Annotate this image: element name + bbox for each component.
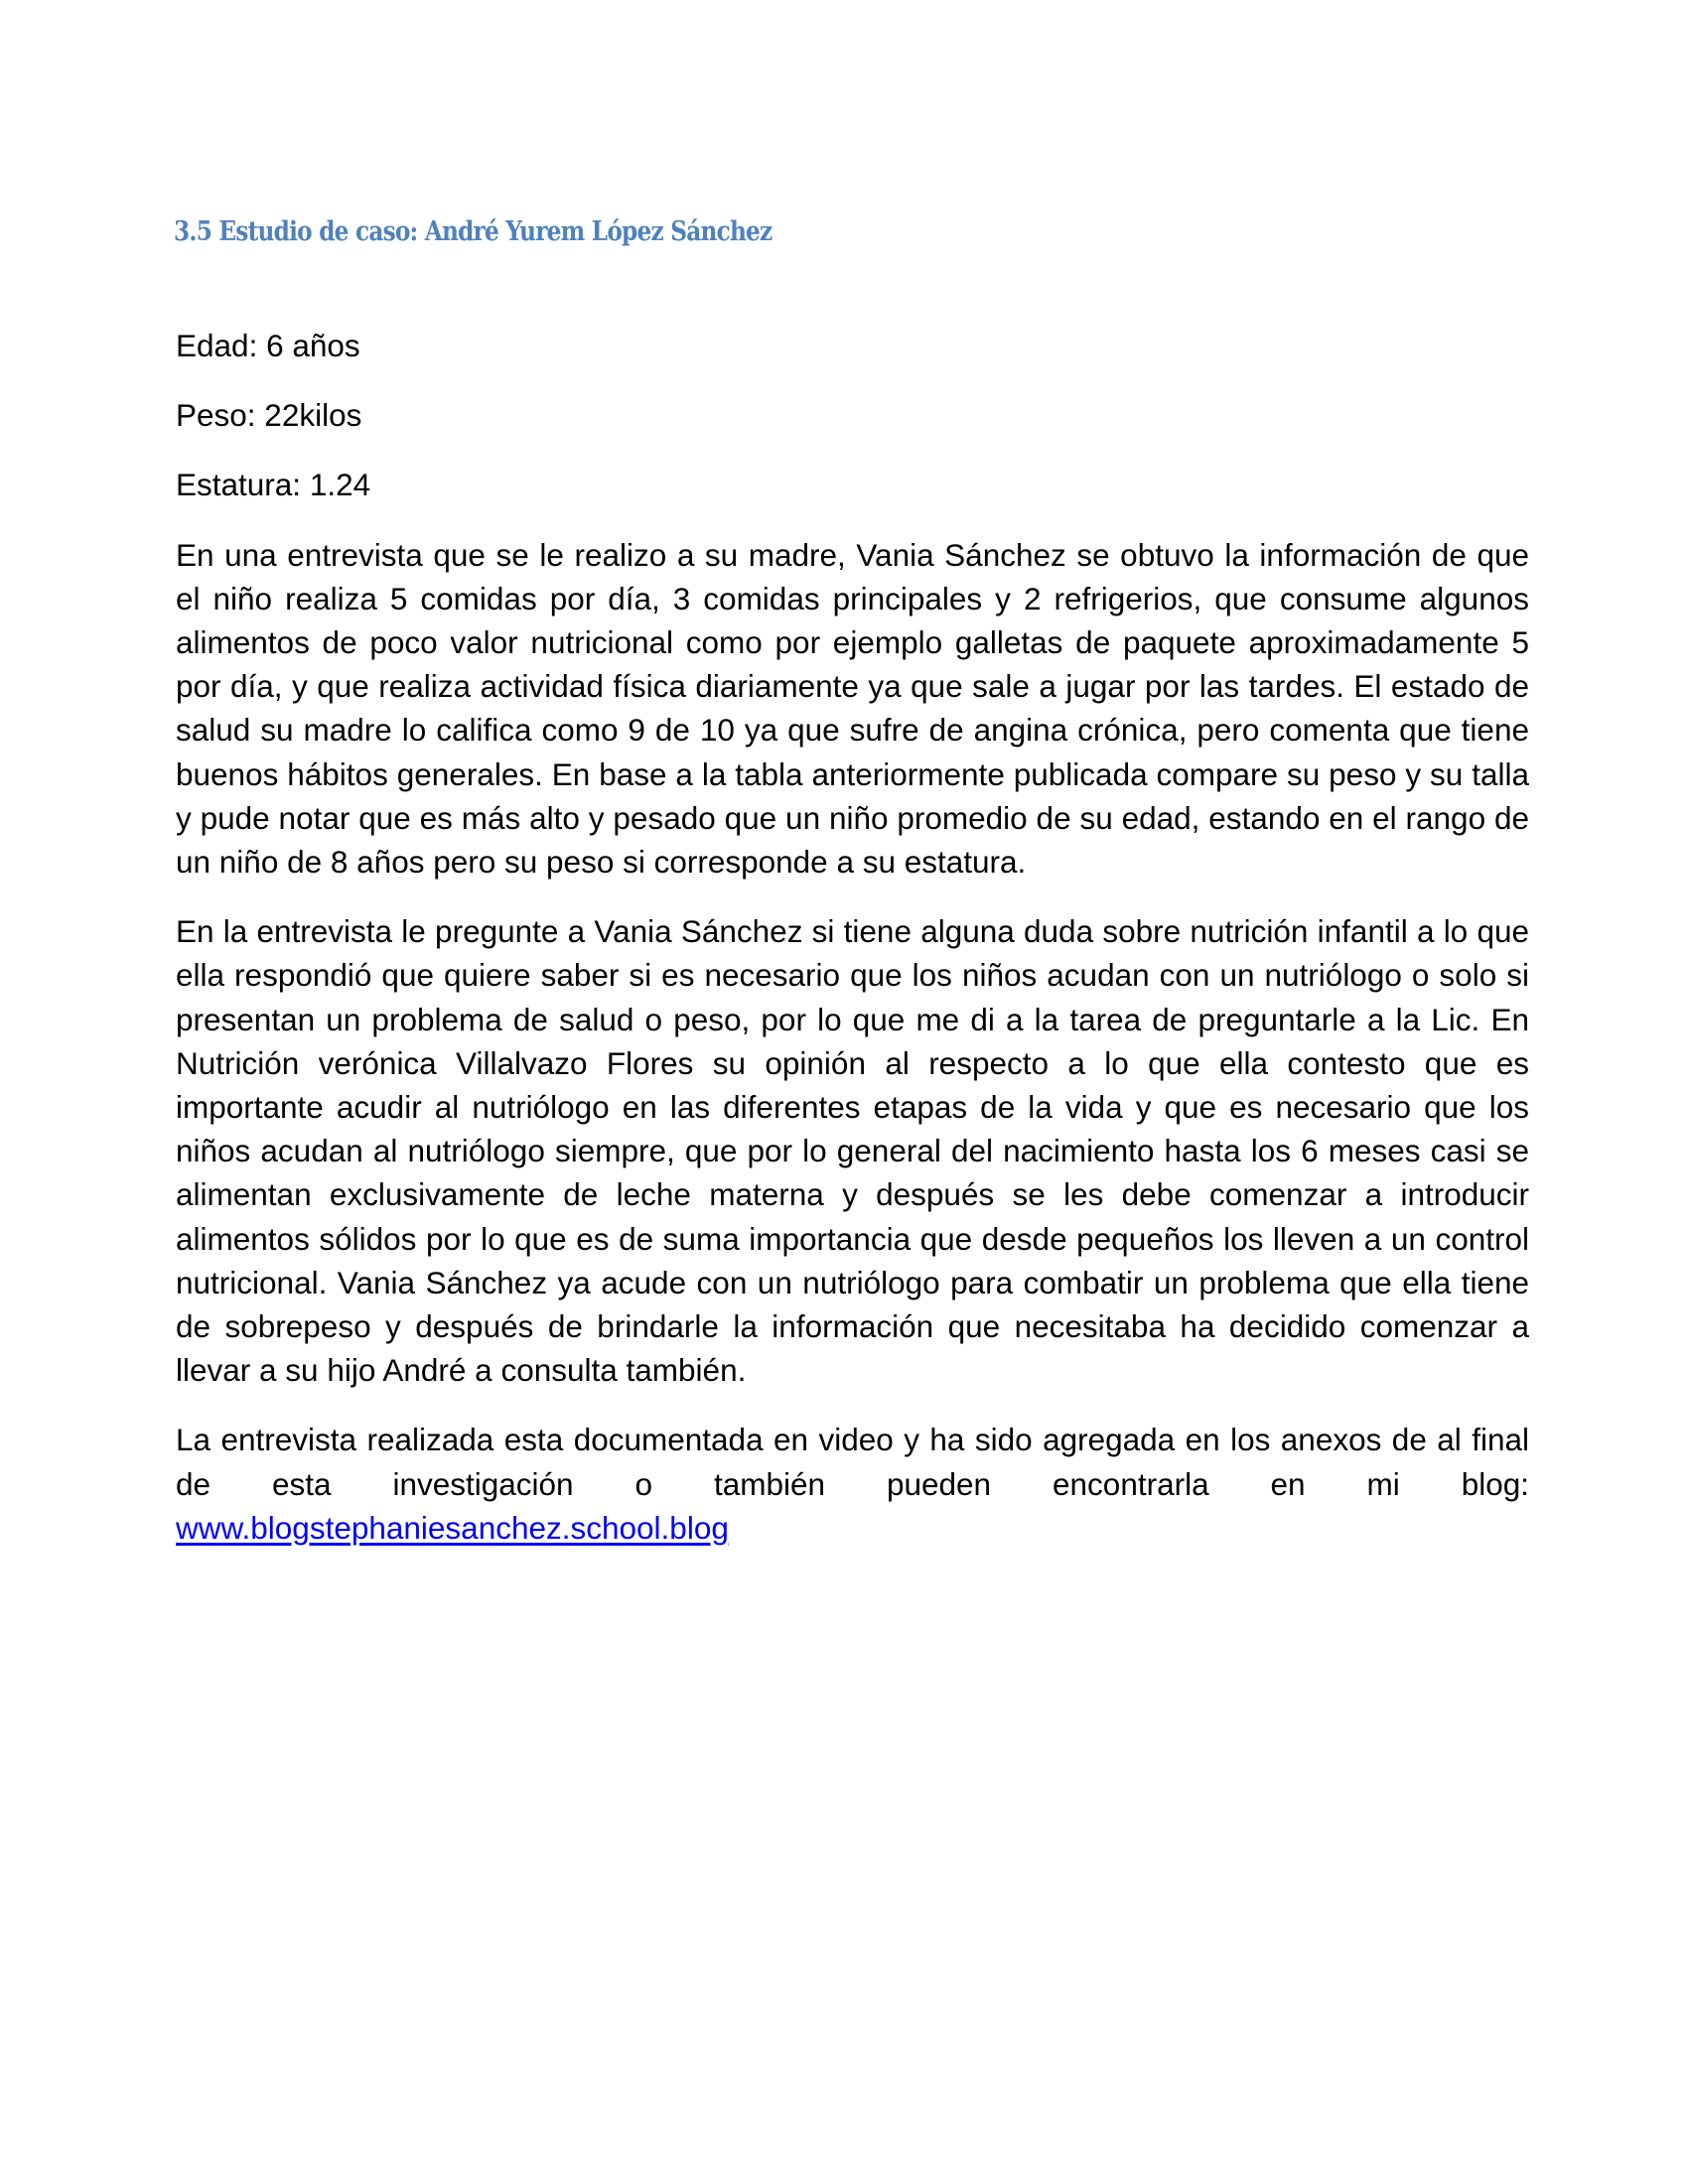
document-body — [176, 324, 1529, 1550]
closing-text: La entrevista realizada esta documentada en video y ha sido agregada en los anexos de al final de esta investigación o también pueden encontrarla en mi blog: — [176, 1422, 1529, 1502]
height-field: Estatura: 1.24 — [176, 467, 371, 503]
age-field: Edad: 6 años — [176, 328, 360, 363]
interview-summary-paragraph: En una entrevista que se le realizo a su madre, Vania Sánchez se obtuvo la información de que el niño realiza 5 comidas por día, 3 comidas principales y 2 refrigerios, que consume algunos alimentos de poco valor nutricional como por ejemplo galletas de paquete aproximadamente 5 por día, y que realiza actividad física diariamente ya que sale a jugar por las tardes. El estado de salud su madre lo califica como 9 de 10 ya que sufre de angina crónica, pero comenta que tiene buenos hábitos generales. En base a la tabla anteriormente publicada compare su peso y su talla y pude notar que es más alto y pesado que un niño promedio de su edad, estando en el rango de un niño de 8 años pero su peso si corresponde a su estatura. — [176, 536, 1529, 881]
blog-link[interactable]: www.blogstephaniesanchez.school.blog — [176, 1509, 729, 1546]
weight-field: Peso: 22kilos — [176, 397, 362, 434]
section-heading: 3.5 Estudio de caso: André Yurem López Sánchez — [174, 216, 773, 247]
nutrition-question-paragraph: En la entrevista le pregunte a Vania Sánchez si tiene alguna duda sobre nutrición infantil a lo que ella respondió que quiere saber si es necesario que los niños acudan con un nutriólogo o solo si presentan un problema de salud o peso, por lo que me di a la tarea de preguntarle a la Lic. En Nutrición verónica Villalvazo Flores su opinión al respecto a lo que ella contesto que es importante acudir al nutriólogo en las diferentes etapas de la vida y que es necesario que los niños acudan al nutriólogo siempre, que por lo general del nacimiento hasta los 6 meses casi se alimentan exclusivamente de leche materna y después se les debe comenzar a introducir alimentos sólidos por lo que es de suma importancia que desde pequeños los lleven a un control nutricional. Vania Sánchez ya acude con un nutriólogo para combatir un problema que ella tiene de sobrepeso y después de brindarle la información que necesitaba ha decidido comenzar a llevar a su hijo André a consulta también. — [176, 913, 1529, 1389]
closing-paragraph — [176, 1418, 1529, 1550]
